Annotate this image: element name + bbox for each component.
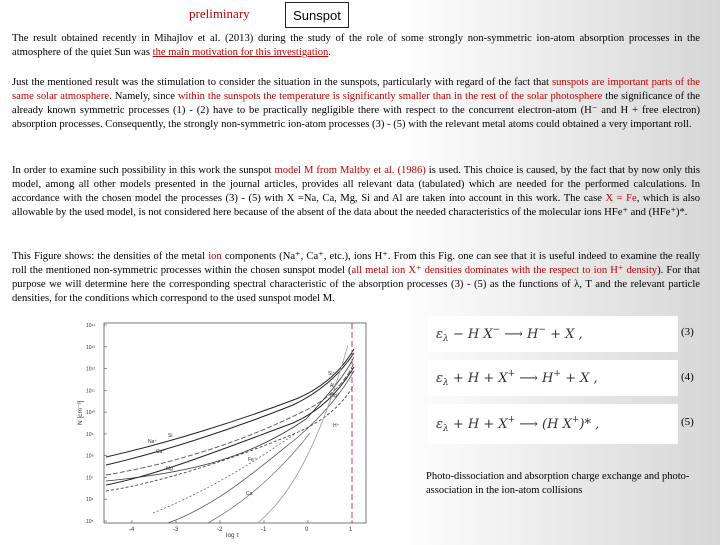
- paragraph-motivation: The result obtained recently in Mihajlov et al. (2013) during the study of the role of some strongly non-symmetric ion-atom absorption processes in the atmosphere of the quiet Sun was the main motivation for this investigation.: [12, 33, 700, 58]
- y-tick-label: 10¹⁰: [86, 410, 96, 417]
- y-tick-label: 10⁷: [86, 475, 94, 482]
- label-ca: Ca: [246, 491, 253, 497]
- svg-text:ελ + H + X+ ⟶ H+ + X ,: $\varepsilon_\lambda + H + X^+$ ⟶ H+ + X ,: [436, 369, 598, 388]
- plot-area: [104, 323, 366, 523]
- x-tick-label: -2: [217, 527, 223, 533]
- svg-text:ελ + H + X+ ⟶ (H X+)* ,: $\varepsilon_\lambda + H + X^+$ ⟶ (H X+)* ,: [436, 415, 600, 434]
- label-h-plus: H⁺: [333, 423, 340, 429]
- label-na-plus: Na⁺: [148, 439, 158, 445]
- x-tick-label: -1: [261, 527, 267, 533]
- paragraph-figure: This Figure shows: the densities of the metal ion components (Na⁺, Ca⁺, etc.), ions H⁺. From this Fig. one can see that it is useful indeed to examine the really roll the mentioned non-symmetric processes within the chosen sunspot model (all metal ion X⁺ densities dominates with the respect to ion H⁺ density). For that purpose we will determine here the corresponding spectral characteristic of the absorption processes (3) - (5) as the functions of λ, T and the relevant particle densities, for the conditions which correspond to the used sunspot model M.: [12, 251, 701, 304]
- equation-3: [428, 316, 678, 352]
- preliminary-label: preliminary: [189, 6, 250, 21]
- sunspots-highlight: sunspots are important parts of the same solar atmosphere: [12, 77, 700, 102]
- motivation-highlight: the main motivation for this investigation: [152, 47, 329, 58]
- x-tick-label: 0: [305, 527, 309, 533]
- y-tick-label: 10⁸: [86, 453, 94, 460]
- equation-4-formula: [428, 360, 678, 396]
- equation-4: [428, 360, 678, 396]
- y-tick-label: 10¹⁴: [86, 323, 96, 329]
- equation-5-number: (5): [681, 416, 694, 428]
- sunspot-tab[interactable]: Sunspot: [285, 2, 349, 28]
- label-si: Si: [168, 433, 173, 439]
- x-tick-label: -4: [129, 527, 135, 533]
- equations-caption: Photo-dissociation and absorption charge exchange and photo-association in the ion-atom collisions: [426, 471, 690, 496]
- label-ca-plus: Ca⁺: [156, 449, 166, 455]
- label-mg-plus: Mg⁺: [330, 393, 340, 399]
- y-tick-label: 10¹³: [86, 344, 95, 351]
- equation-5: [428, 404, 678, 444]
- label-fe-plus: Fe⁺: [248, 457, 257, 463]
- density-figure: [48, 315, 380, 540]
- temperature-highlight: within the sunspots the temperature is significantly smaller than in the rest of the solar photosphere: [177, 91, 603, 102]
- x-tick-label: -3: [173, 527, 179, 533]
- paragraph-model: In order to examine such possibility in this work the sunspot model M from Maltby et al. (1986) is used. This choice is caused, by the fact that by now only this model, among all other models presented in the journal articles, provides all relevant data (tabulated) which are needed for the performed calculations. In accordance with the chosen model the processes (3) - (5) with X =Na, Ca, Mg, Si and Al are taken into account in this work. The case X = Fe, which is also allowable by the used model, is not considered here because of the absent of the data about the needed characteristics of the molecular ions HFe⁺ and (HFe⁺)*.: [12, 165, 701, 218]
- y-tick-label: 10¹¹: [86, 388, 95, 395]
- equation-4-number: (4): [681, 371, 694, 383]
- y-axis-label: N [cm⁻³]: [77, 400, 84, 425]
- label-al-plus: Al⁺: [330, 383, 338, 389]
- label-mg: Mg: [166, 466, 173, 472]
- y-tick-label: 10¹²: [86, 366, 95, 373]
- fe-highlight: X = Fe: [605, 193, 637, 204]
- densities-highlight: all metal ion X⁺ densities dominates with the respect to ion H⁺ density: [351, 265, 658, 276]
- label-si-plus: Si⁺: [328, 371, 336, 377]
- paragraph-sunspots: Just the mentioned result was the stimulation to consider the situation in the sunspots, particularly with regard of the fact that sunspots are important parts of the same solar atmosphere. Namely, since within the sunspots the temperature is significantly smaller than in the rest of the solar photosphere the significance of the already known symmetric processes (1) - (2) have to be practically negligible there with respect to the concurrent electron-atom (H⁻ and H + free electron) absorption processes. Consequently, the strongly non-symmetric ion-atom processes (3) - (5) with the relevant metal atoms could obtained a very important roll.: [12, 77, 700, 130]
- svg-text:ελ − H X− ⟶ H− + X ,: $\varepsilon_\lambda - H$ X− ⟶ H− + X ,: [436, 325, 583, 344]
- equation-3-number: (3): [681, 326, 694, 338]
- equation-5-formula: [428, 404, 678, 444]
- y-tick-label: 10⁵: [86, 519, 94, 525]
- equation-3-formula: [428, 316, 678, 352]
- y-tick-label: 10⁶: [86, 497, 94, 504]
- model-highlight: model M from Maltby et al. (1986): [274, 165, 426, 176]
- density-plot: [48, 315, 380, 540]
- x-axis-label: log τ: [226, 532, 240, 539]
- y-tick-label: 10⁹: [86, 431, 94, 438]
- x-tick-label: 1: [349, 527, 353, 533]
- ion-highlight: ion: [208, 251, 222, 262]
